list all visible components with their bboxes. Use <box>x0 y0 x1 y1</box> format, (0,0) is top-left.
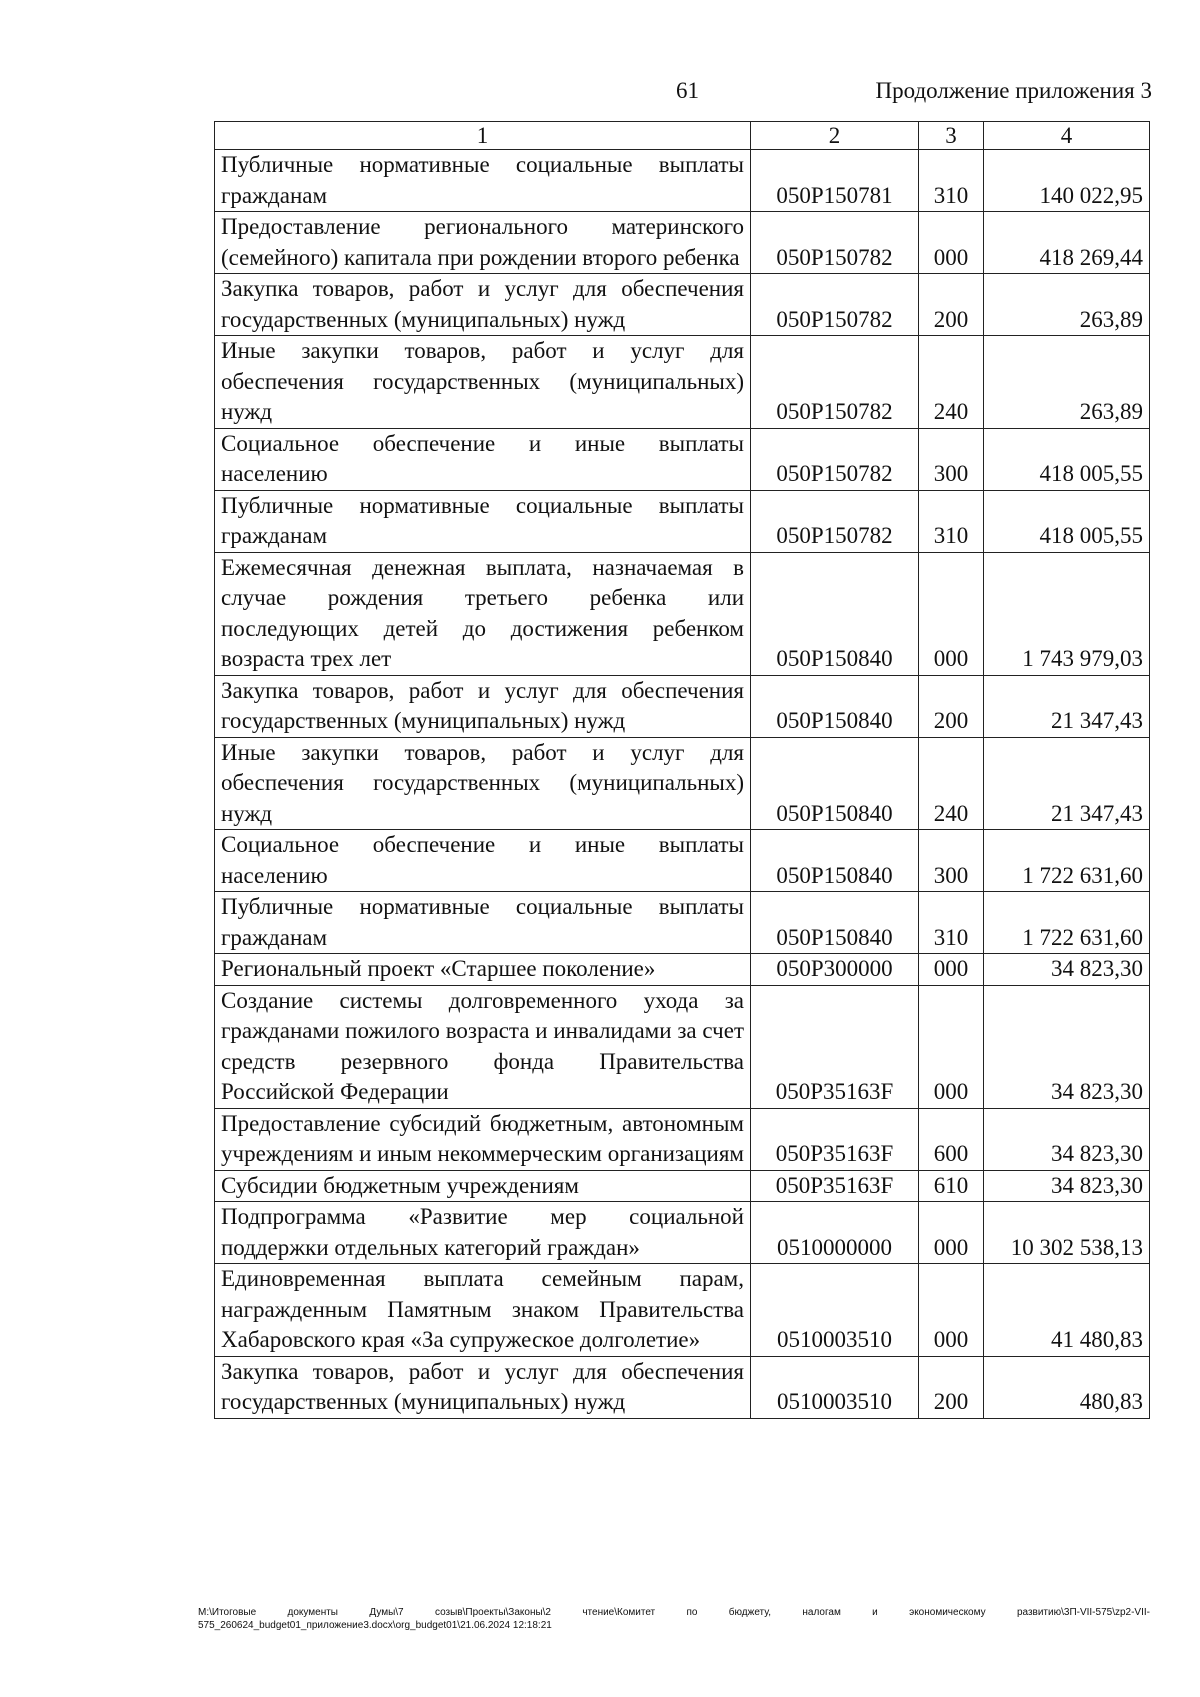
expense-type-code: 200 <box>919 675 984 737</box>
table-row <box>215 737 1150 830</box>
table-row <box>215 552 1150 675</box>
row-description: Единовременная выплата семейным парам, награжденным Памятным знаком Правительства Хабаровского края «За супружеское долголетие» <box>215 1264 751 1357</box>
amount: 418 005,55 <box>984 428 1150 490</box>
amount: 263,89 <box>984 274 1150 336</box>
amount: 34 823,30 <box>984 1170 1150 1202</box>
row-description: Закупка товаров, работ и услуг для обеспечения государственных (муниципальных) нужд <box>215 1356 751 1418</box>
amount: 34 823,30 <box>984 954 1150 986</box>
target-code: 050P35163F <box>751 985 919 1108</box>
amount: 480,83 <box>984 1356 1150 1418</box>
target-code: 050P150782 <box>751 490 919 552</box>
amount: 140 022,95 <box>984 150 1150 212</box>
table-row <box>215 212 1150 274</box>
target-code: 050P35163F <box>751 1170 919 1202</box>
row-description: Создание системы долговременного ухода за гражданами пожилого возраста и инвалидами за счет средств резервного фонда Правительства Российской Федерации <box>215 985 751 1108</box>
amount: 1 743 979,03 <box>984 552 1150 675</box>
expense-type-code: 000 <box>919 1202 984 1264</box>
target-code: 050P150840 <box>751 552 919 675</box>
target-code: 0510000000 <box>751 1202 919 1264</box>
target-code: 0510003510 <box>751 1264 919 1357</box>
file-path-footer: M:\Итоговые документы Думы\7 созыв\Проекты\Законы\2 чтение\Комитет по бюджету, налогам и экономическому развитию\3П-VII-575\zp2-VII-575_260624_budget01_приложение3.docx\org_budget01\21.06.2024 12:18:21 <box>198 1607 1150 1631</box>
target-code: 050P150840 <box>751 675 919 737</box>
amount: 1 722 631,60 <box>984 892 1150 954</box>
column-header: 3 <box>919 122 984 150</box>
expense-type-code: 200 <box>919 1356 984 1418</box>
table-row <box>215 150 1150 212</box>
expense-type-code: 310 <box>919 490 984 552</box>
expense-type-code: 240 <box>919 737 984 830</box>
expense-type-code: 000 <box>919 552 984 675</box>
target-code: 0510003510 <box>751 1356 919 1418</box>
target-code: 050P35163F <box>751 1108 919 1170</box>
table-row <box>215 985 1150 1108</box>
row-description: Закупка товаров, работ и услуг для обеспечения государственных (муниципальных) нужд <box>215 675 751 737</box>
row-description: Подпрограмма «Развитие мер социальной поддержки отдельных категорий граждан» <box>215 1202 751 1264</box>
column-header: 4 <box>984 122 1150 150</box>
target-code: 050P300000 <box>751 954 919 986</box>
expense-type-code: 240 <box>919 336 984 429</box>
amount: 21 347,43 <box>984 675 1150 737</box>
column-header: 2 <box>751 122 919 150</box>
table-row <box>215 954 1150 986</box>
table-row <box>215 892 1150 954</box>
expense-type-code: 600 <box>919 1108 984 1170</box>
expense-type-code: 300 <box>919 428 984 490</box>
table-header-row <box>215 122 1150 150</box>
table-row <box>215 274 1150 336</box>
expense-type-code: 310 <box>919 150 984 212</box>
target-code: 050P150781 <box>751 150 919 212</box>
page-number: 61 <box>676 78 699 103</box>
row-description: Иные закупки товаров, работ и услуг для обеспечения государственных (муниципальных) нужд <box>215 737 751 830</box>
row-description: Предоставление регионального материнского (семейного) капитала при рождении второго ребенка <box>215 212 751 274</box>
row-description: Региональный проект «Старшее поколение» <box>215 954 751 986</box>
expense-type-code: 000 <box>919 212 984 274</box>
amount: 34 823,30 <box>984 1108 1150 1170</box>
target-code: 050P150782 <box>751 274 919 336</box>
expense-type-code: 000 <box>919 985 984 1108</box>
expense-type-code: 000 <box>919 954 984 986</box>
row-description: Публичные нормативные социальные выплаты гражданам <box>215 892 751 954</box>
expense-type-code: 310 <box>919 892 984 954</box>
row-description: Иные закупки товаров, работ и услуг для обеспечения государственных (муниципальных) нужд <box>215 336 751 429</box>
expense-type-code: 200 <box>919 274 984 336</box>
table-row <box>215 830 1150 892</box>
row-description: Закупка товаров, работ и услуг для обеспечения государственных (муниципальных) нужд <box>215 274 751 336</box>
table-row <box>215 336 1150 429</box>
table-row <box>215 490 1150 552</box>
table-row <box>215 1108 1150 1170</box>
amount: 263,89 <box>984 336 1150 429</box>
amount: 1 722 631,60 <box>984 830 1150 892</box>
expense-type-code: 610 <box>919 1170 984 1202</box>
row-description: Ежемесячная денежная выплата, назначаемая в случае рождения третьего ребенка или последующих детей до достижения ребенком возраста трех лет <box>215 552 751 675</box>
target-code: 050P150782 <box>751 336 919 429</box>
target-code: 050P150782 <box>751 428 919 490</box>
target-code: 050P150840 <box>751 892 919 954</box>
target-code: 050P150840 <box>751 830 919 892</box>
amount: 41 480,83 <box>984 1264 1150 1357</box>
amount: 34 823,30 <box>984 985 1150 1108</box>
table-row <box>215 675 1150 737</box>
budget-table <box>214 121 1150 1419</box>
table-row <box>215 428 1150 490</box>
row-description: Предоставление субсидий бюджетным, автономным учреждениям и иным некоммерческим организациям <box>215 1108 751 1170</box>
table-row <box>215 1170 1150 1202</box>
continuation-title: Продолжение приложения 3 <box>875 78 1152 103</box>
row-description: Субсидии бюджетным учреждениям <box>215 1170 751 1202</box>
table-row <box>215 1264 1150 1357</box>
amount: 21 347,43 <box>984 737 1150 830</box>
expense-type-code: 000 <box>919 1264 984 1357</box>
column-header: 1 <box>215 122 751 150</box>
table-row <box>215 1202 1150 1264</box>
target-code: 050P150782 <box>751 212 919 274</box>
row-description: Социальное обеспечение и иные выплаты населению <box>215 428 751 490</box>
amount: 418 005,55 <box>984 490 1150 552</box>
expense-type-code: 300 <box>919 830 984 892</box>
amount: 10 302 538,13 <box>984 1202 1150 1264</box>
amount: 418 269,44 <box>984 212 1150 274</box>
row-description: Публичные нормативные социальные выплаты гражданам <box>215 490 751 552</box>
row-description: Социальное обеспечение и иные выплаты населению <box>215 830 751 892</box>
row-description: Публичные нормативные социальные выплаты гражданам <box>215 150 751 212</box>
table-row <box>215 1356 1150 1418</box>
target-code: 050P150840 <box>751 737 919 830</box>
